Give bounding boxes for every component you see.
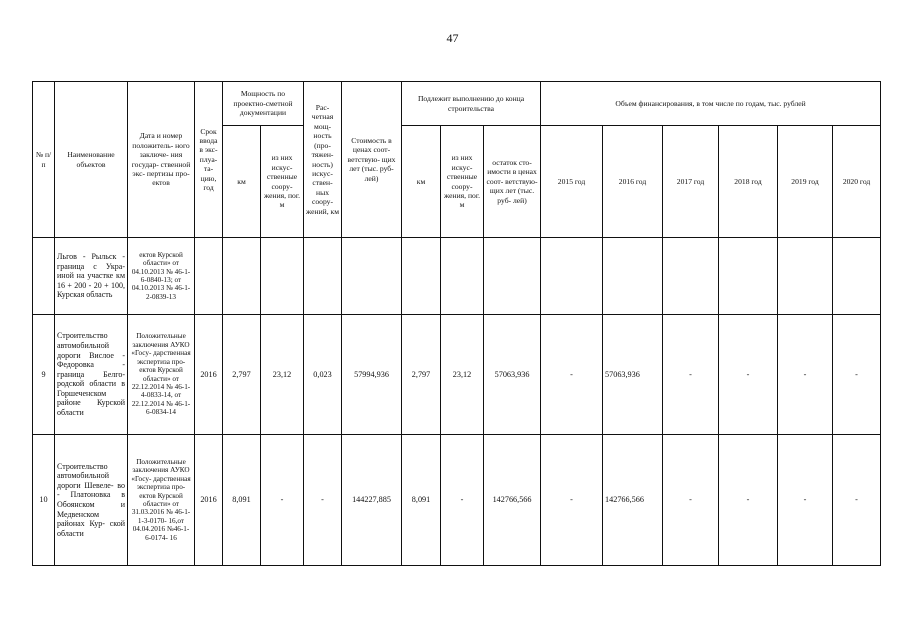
header-power-group: Мощность по проектно-сметной документации bbox=[223, 82, 304, 126]
table-row bbox=[33, 315, 881, 435]
cell-term bbox=[195, 238, 223, 315]
header-remain-art: из них искус- ственные соору- жения, пог. м bbox=[441, 126, 484, 238]
cell-year-2017 bbox=[663, 238, 719, 315]
cell-term: 2016 bbox=[195, 315, 223, 435]
cell-remain-km bbox=[402, 238, 441, 315]
cell-expert: Положительные заключения АУКО «Госу- дарственная экспертиза про- ектов Курской области» от 22.12.2014 № 46-1-4-0833-14, от 22.12.2014 № 46-1-6-0834-14 bbox=[128, 315, 195, 435]
cell-year-2016: 142766,566 bbox=[603, 435, 663, 566]
cell-name: Льгов - Рыльск - граница с Укра- иной на участке км 16 + 200 - 20 + 100, Курская область bbox=[55, 238, 128, 315]
header-power-km: км bbox=[223, 126, 261, 238]
header-term: Срок ввода в экс- плуа- та- цию, год bbox=[195, 82, 223, 238]
cell-year-2016 bbox=[603, 238, 663, 315]
cell-year-2018 bbox=[719, 238, 778, 315]
header-expert-date: Дата и номер положитель- ного заключе- ния государ- ственной экс- пертизы про- ектов bbox=[128, 82, 195, 238]
cell-year-2017: - bbox=[663, 435, 719, 566]
page-number: 47 bbox=[446, 31, 459, 45]
cell-power-km: 2,797 bbox=[223, 315, 261, 435]
header-power-art: из них искус- ственные соору- жения, пог. м bbox=[261, 126, 304, 238]
cell-remain-cost bbox=[484, 238, 541, 315]
cell-remain-km: 8,091 bbox=[402, 435, 441, 566]
cell-no bbox=[33, 238, 55, 315]
header-year-2015: 2015 год bbox=[541, 126, 603, 238]
cell-no: 9 bbox=[33, 315, 55, 435]
cell-cost bbox=[342, 238, 402, 315]
header-remain-cost: остаток сто- имости в ценах соот- ветствую- щих лет (тыс. руб- лей) bbox=[484, 126, 541, 238]
cell-remain-km: 2,797 bbox=[402, 315, 441, 435]
cell-cost: 144227,885 bbox=[342, 435, 402, 566]
cell-year-2018: - bbox=[719, 435, 778, 566]
cell-year-2020: - bbox=[833, 435, 881, 566]
cell-calc-power bbox=[304, 238, 342, 315]
cell-no: 10 bbox=[33, 435, 55, 566]
cell-name: Строительство автомобильной дороги Вислое - Федоровка - граница Белго- родской области в Горшеченском районе Курской области bbox=[55, 315, 128, 435]
header-calc-power: Рас- четная мощ- ность (про- тяжен- ность) искус- ствен- ных соору- жений, км bbox=[304, 82, 342, 238]
cell-year-2020: - bbox=[833, 315, 881, 435]
cell-expert: ектов Курской области» от 04.10.2013 № 46-1-6-0840-13; от 04.10.2013 № 46-1-2-0839-13 bbox=[128, 238, 195, 315]
header-name: Наименование объектов bbox=[55, 82, 128, 238]
cell-year-2015: - bbox=[541, 315, 603, 435]
cell-power-km bbox=[223, 238, 261, 315]
cell-remain-cost: 57063,936 bbox=[484, 315, 541, 435]
cell-calc-power: - bbox=[304, 435, 342, 566]
cell-year-2016: 57063,936 bbox=[603, 315, 663, 435]
header-remain-km: км bbox=[402, 126, 441, 238]
cell-year-2015: - bbox=[541, 435, 603, 566]
cell-power-art: 23,12 bbox=[261, 315, 304, 435]
table-row bbox=[33, 435, 881, 566]
header-cost: Стоимость в ценах соот- ветствую- щих лет (тыс. руб- лей) bbox=[342, 82, 402, 238]
cell-year-2015 bbox=[541, 238, 603, 315]
header-year-2017: 2017 год bbox=[663, 126, 719, 238]
header-remain-group: Подлежит выполнению до конца строительства bbox=[402, 82, 541, 126]
cell-term: 2016 bbox=[195, 435, 223, 566]
cell-expert: Положительные заключения АУКО «Госу- дарственная экспертиза про- ектов Курской области» от 31.03.2016 № 46-1-1-3-0170- 16,от 04.04.2016 №46-1-6-0174- 16 bbox=[128, 435, 195, 566]
header-year-2018: 2018 год bbox=[719, 126, 778, 238]
header-year-2020: 2020 год bbox=[833, 126, 881, 238]
cell-year-2017: - bbox=[663, 315, 719, 435]
investment-table bbox=[32, 81, 881, 566]
cell-year-2019 bbox=[778, 238, 833, 315]
table-row bbox=[33, 238, 881, 315]
cell-year-2019: - bbox=[778, 435, 833, 566]
cell-remain-cost: 142766,566 bbox=[484, 435, 541, 566]
cell-name: Строительство автомобильной дороги Шевеле- во - Платоновка в Обоянском и Медвенском районах Кур- ской области bbox=[55, 435, 128, 566]
cell-year-2018: - bbox=[719, 315, 778, 435]
cell-power-km: 8,091 bbox=[223, 435, 261, 566]
header-year-2016: 2016 год bbox=[603, 126, 663, 238]
cell-power-art: - bbox=[261, 435, 304, 566]
header-year-2019: 2019 год bbox=[778, 126, 833, 238]
cell-remain-art: 23,12 bbox=[441, 315, 484, 435]
cell-year-2020 bbox=[833, 238, 881, 315]
cell-remain-art: - bbox=[441, 435, 484, 566]
cell-year-2019: - bbox=[778, 315, 833, 435]
cell-cost: 57994,936 bbox=[342, 315, 402, 435]
cell-power-art bbox=[261, 238, 304, 315]
header-no: № п/п bbox=[33, 82, 55, 238]
header-financing-group: Объем финансирования, в том числе по годам, тыс. рублей bbox=[541, 82, 881, 126]
cell-calc-power: 0,023 bbox=[304, 315, 342, 435]
cell-remain-art bbox=[441, 238, 484, 315]
